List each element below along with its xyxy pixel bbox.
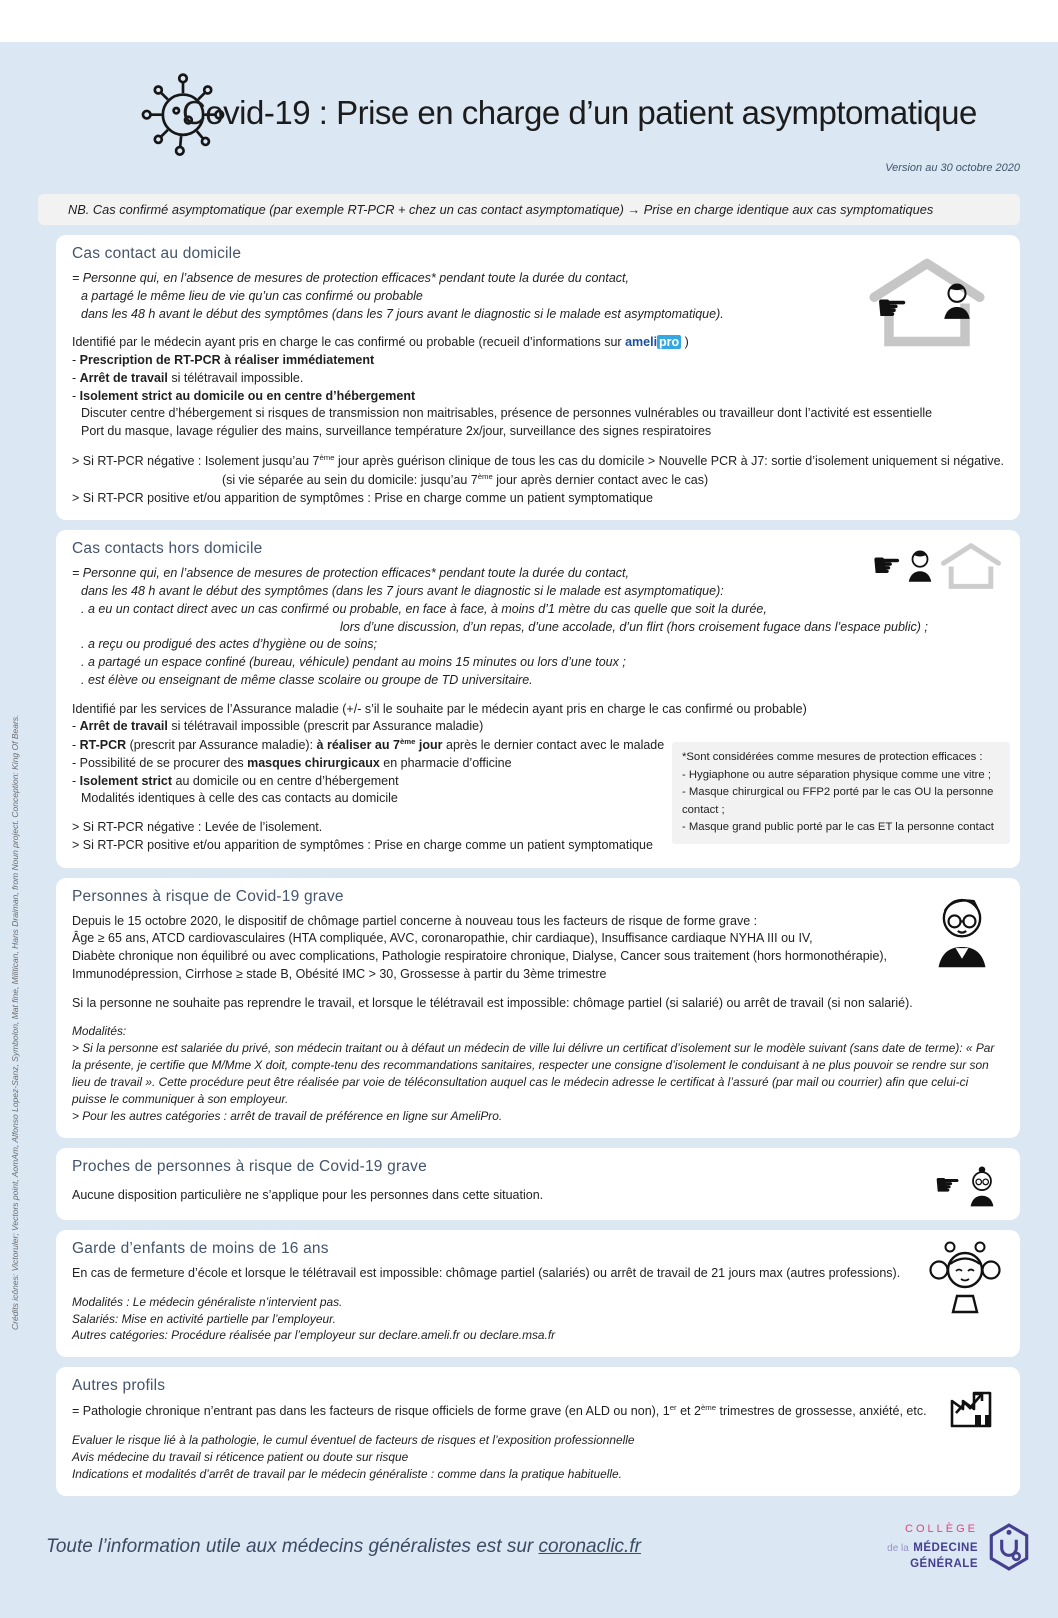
- text-segment: > Si RT-PCR positive et/ou apparition de symptômes : Prise en charge comme un patient symptomatique: [72, 837, 653, 852]
- text-segment: Discuter centre d’hébergement si risques de transmission non maitrisables, présence de personnes vulnérables ou travailleur dont l’activité est essentielle: [81, 406, 933, 421]
- text-line: [72, 471, 1004, 490]
- text-segment: . a partagé un espace confiné (bureau, véhicule) pendant au moins 15 minutes ou lors d’une toux ;: [81, 655, 626, 670]
- text-segment: > Si RT-PCR négative : Isolement jusqu’au 7: [72, 453, 320, 468]
- text-segment: > Si RT-PCR négative : Levée de l’isolement.: [72, 820, 323, 835]
- logo-line-dela: de la: [887, 1542, 909, 1554]
- text-segment: Prise en charge identique aux cas symptomatiques: [643, 202, 934, 217]
- text-segment: Identifié par les services de l’Assurance maladie (+/- s’il le souhaite par le médecin ayant pris en charge le cas confirmé ou probable): [72, 701, 807, 716]
- text-line: [72, 948, 1004, 966]
- text-line: [72, 718, 1004, 736]
- section-proches-personnes-a-risque: [56, 1148, 1020, 1220]
- text-segment: jour après dernier contact avec le cas): [492, 472, 709, 487]
- text-line: [72, 654, 1004, 672]
- text-segment: ème: [477, 471, 493, 481]
- text-line: [72, 452, 1004, 471]
- house-outline-icon: [852, 255, 1002, 350]
- text-segment: Prescription de RT-PCR à réaliser immédiatement: [79, 353, 375, 367]
- contact-outside-house-icon: [872, 540, 1004, 592]
- text-segment: NB. Cas confirmé asymptomatique (par exemple RT-PCR + chez un cas contact asymptomatique): [68, 202, 628, 217]
- text-segment: Indications et modalités d’arrêt de travail par le médecin généraliste : comme dans la pratique habituelle.: [72, 1467, 622, 1482]
- text-segment: = Personne qui, en l’absence de mesures de protection efficaces* pendant toute la durée du contact,: [72, 271, 629, 285]
- person-bust-icon: [905, 548, 935, 584]
- text-segment: ème: [399, 737, 416, 747]
- text-segment: Evaluer le risque lié à la pathologie, le cumul éventuel de facteurs de risques et l’exposition professionnelle: [72, 1433, 635, 1448]
- text-segment: (si vie séparée au sein du domicile: jusqu’au 7: [222, 472, 478, 487]
- text-segment: Salariés: Mise en activité partielle par l’employeur.: [72, 1311, 336, 1326]
- text-segment: Identifié par le médecin ayant pris en charge le cas confirmé ou probable (recueil d’informations sur: [72, 335, 626, 350]
- text-segment: Arrêt de travail: [79, 370, 168, 385]
- document-blue-band: [0, 42, 1058, 1618]
- section-body: [72, 913, 1004, 1125]
- text-segment: . a reçu ou prodigué des actes d’hygiène ou de soins;: [81, 637, 378, 652]
- text-segment: Port du masque, lavage régulier des mains, surveillance température 2x/jour, surveillance des signes respiratoires: [81, 424, 712, 438]
- text-segment: Isolement strict: [79, 773, 173, 788]
- text-line: [72, 1023, 1004, 1040]
- text-segment: -: [72, 738, 80, 753]
- text-segment: > Pour les autres catégories : arrêt de travail de préférence en ligne sur AmeliPro.: [72, 1109, 503, 1123]
- text-segment: *Sont considérées comme mesures de protection efficaces :: [682, 751, 983, 764]
- section-autres-profils: [56, 1367, 1020, 1496]
- text-segment: si télétravail impossible (prescrit par Assurance maladie): [167, 719, 484, 734]
- text-line: [72, 1108, 1004, 1125]
- section-body: [72, 1402, 1004, 1483]
- text-segment: . a eu un contact direct avec un cas confirmé ou probable, en face à face, à moins d’1 mètre du cas quelle que soit la durée,: [81, 601, 767, 616]
- logo-line-generale: GÉNÉRALE: [910, 1557, 978, 1570]
- text-line: [72, 701, 1004, 719]
- text-segment: Isolement strict au domicile ou en centre d’hébergement: [79, 388, 416, 403]
- section-title-autres-profils: Autres profils: [72, 1377, 166, 1395]
- nb-note-text: [68, 202, 933, 217]
- text-line: [72, 930, 1004, 948]
- text-segment: Âge ≥ 65 ans, ATCD cardiovasculaires (HTA compliquée, AVC, coronaropathie, chir cardiaque), Insuffisance cardiaque NYHA III ou IV,: [72, 931, 813, 946]
- text-segment: Arrêt de travail: [79, 719, 168, 734]
- text-segment: Avis médecine du travail si réticence patient ou doute sur risque: [72, 1450, 409, 1465]
- text-segment: →: [627, 202, 644, 217]
- text-line: [72, 1311, 1004, 1328]
- hand-pointing-elderly-icon: [934, 1164, 1000, 1208]
- section-title-cas-contacts-hors-domicile: Cas contacts hors domicile: [72, 540, 263, 558]
- text-segment: dans les 48 h avant le début des symptômes (dans les 7 jours avant le diagnostic si le malade est asymptomatique).: [81, 306, 724, 321]
- text-segment: > Si RT-PCR positive et/ou apparition de symptômes : Prise en charge comme un patient symptomatique: [72, 490, 653, 505]
- text-segment: masques chirurgicaux: [247, 755, 380, 770]
- text-line: [72, 565, 1004, 583]
- text-line: [72, 1402, 1004, 1421]
- text-segment: RT-PCR: [79, 738, 127, 753]
- text-line: [72, 913, 1004, 931]
- text-line: [72, 423, 1004, 441]
- text-line: [72, 1294, 1004, 1311]
- text-segment: Diabète chronique non équilibré ou avec complications, Pathologie respiratoire chronique, Dialyse, Cancer sous traitement (hors hormonothérapie),: [72, 949, 888, 964]
- text-segment: au domicile ou en centre d’hébergement: [172, 773, 399, 788]
- section-title-cas-contact-domicile: Cas contact au domicile: [72, 245, 242, 262]
- text-segment: dans les 48 h avant le début des symptômes (dans les 7 jours avant le diagnostic si le malade est asymptomatique):: [81, 584, 724, 599]
- section-garde-enfants: [56, 1230, 1020, 1357]
- section-body: [72, 1265, 1004, 1344]
- text-segment: jour après guérison clinique de tous les cas du domicile > Nouvelle PCR à J7: sortie d’isolement uniquement si négative.: [334, 453, 1005, 468]
- section-cas-contacts-hors-domicile: [56, 530, 1020, 867]
- text-segment: = Pathologie chronique n’entrant pas dans les facteurs de risque officiels de forme grave (en ALD ou non), 1: [72, 1404, 670, 1419]
- pointing-hand-icon: ☛: [871, 546, 902, 587]
- text-line: [72, 672, 1004, 690]
- text-segment: Autres catégories: Procédure réalisée par l’employeur sur declare.ameli.fr ou declare.msa.fr: [72, 1328, 556, 1343]
- text-line: [72, 1432, 1004, 1449]
- child-girl-icon: [928, 1238, 1002, 1316]
- text-segment: En cas de fermeture d’école et lorsque le télétravail est impossible: chômage partiel (salariés) ou arrêt de travail de 21 jours max (autres professions).: [72, 1265, 901, 1280]
- text-segment: lors d’une discussion, d’un repas, d’une accolade, d’un flirt (hors croisement fugace dans l’espace public) ;: [340, 619, 928, 634]
- section-personnes-a-risque: [56, 878, 1020, 1138]
- text-line: [72, 995, 1004, 1013]
- text-segment: = Personne qui, en l’absence de mesures de protection efficaces* pendant toute la durée du contact,: [72, 566, 629, 581]
- text-segment: Modalités identiques à celle des cas contacts au domicile: [81, 791, 398, 806]
- text-segment: ème: [700, 1403, 717, 1413]
- text-line: [72, 619, 1004, 637]
- text-line: [72, 1327, 1004, 1344]
- logo-line-college: COLLÈGE: [905, 1522, 978, 1535]
- text-line: [72, 1466, 1004, 1483]
- footer-info-text: [46, 1536, 641, 1558]
- header: [0, 42, 1058, 188]
- page-title: Covid-19 : Prise en charge d’un patient asymptomatique: [182, 94, 977, 131]
- amelipro-link[interactable]: pro: [659, 335, 680, 350]
- text-line: [72, 352, 1004, 370]
- text-segment: . est élève ou enseignant de même classe scolaire ou groupe de TD universitaire.: [81, 672, 533, 687]
- text-segment: en pharmacie d’officine: [379, 755, 512, 770]
- text-line: [682, 749, 1000, 767]
- text-segment: et 2: [676, 1404, 701, 1419]
- text-segment: -: [72, 353, 80, 367]
- text-line: [72, 370, 1004, 388]
- text-segment: Modalités:: [72, 1024, 127, 1039]
- section-cas-contact-domicile: [56, 235, 1020, 520]
- elderly-man-icon: [930, 892, 994, 970]
- text-segment: Si la personne ne souhaite pas reprendre le travail, et lorsque le télétravail est impossible: chômage partiel (si salarié) ou arrêt de travail (si non salarié).: [72, 995, 913, 1010]
- nb-note: [38, 194, 1020, 225]
- text-segment: Toute l’information utile aux médecins généralistes est sur: [46, 1536, 539, 1557]
- footer: [0, 1506, 1058, 1572]
- text-line: [72, 1040, 1004, 1108]
- pointing-hand-icon: ☛: [876, 288, 909, 329]
- text-line: [72, 636, 1004, 654]
- text-segment: -: [72, 370, 80, 385]
- text-segment: - Hygiaphone ou autre séparation physique comme une vitre ;: [682, 768, 991, 781]
- text-line: [72, 490, 1004, 508]
- section-title-proches: Proches de personnes à risque de Covid-19 grave: [72, 1157, 427, 1175]
- section-title-garde-enfants: Garde d’enfants de moins de 16 ans: [72, 1239, 329, 1257]
- text-segment: ): [681, 335, 689, 350]
- text-segment: si télétravail impossible.: [167, 370, 304, 385]
- text-segment: Aucune disposition particulière ne s’applique pour les personnes dans cette situation.: [72, 1187, 544, 1202]
- credits-vertical-text: Crédits icônes: Victoruler; Vectors point, AomAm, Alfonso Lopez-Sanz, Symbolon, Mat fine, Militican, Hans Draiman, from Noun project. Conception: King Of Bears.: [10, 714, 20, 1330]
- text-segment: > Si la personne est salariée du privé, son médecin traitant ou à défaut un médecin de ville lui délivre un certificat d’isolement sur le modèle suivant (sans date de terme): « Par la présente, je certifie que M/Mme X doit, compte-tenu des recommandations sanitaires, respecter une consigne d’isolement le conduisant à ne plus pouvoir se rendre sur son lieu de travail ». Cette procédure peut être réalisée par voie de téléconsultation auquel cas le médecin adresse le certificat à l’assuré (par mail ou courrier) afin que celui-ci puisse le communiquer à son employeur.: [72, 1041, 995, 1107]
- house-outline-icon: [938, 540, 1004, 592]
- coronaclic-link[interactable]: coronaclic.fr: [538, 1536, 641, 1557]
- text-line: [72, 1187, 1004, 1205]
- factory-chart-icon: [944, 1377, 998, 1435]
- text-line: [72, 1265, 1004, 1283]
- house-with-contact-icon: [852, 255, 1002, 350]
- text-segment: Modalités : Le médecin généraliste n’intervient pas.: [72, 1294, 343, 1309]
- text-segment: -: [72, 719, 80, 734]
- logo-line-medecine: MÉDECINE: [913, 1541, 978, 1554]
- text-segment: (prescrit par Assurance maladie):: [126, 738, 317, 753]
- text-line: [72, 388, 1004, 406]
- protection-measures-note: [672, 742, 1010, 844]
- text-line: [682, 767, 1000, 785]
- section-title-personnes-a-risque: Personnes à risque de Covid-19 grave: [72, 887, 344, 905]
- text-line: [72, 1449, 1004, 1466]
- text-segment: er: [669, 1403, 677, 1413]
- version-label: Version au 30 octobre 2020: [885, 162, 1020, 174]
- college-medecine-generale-logo: [887, 1522, 1032, 1572]
- text-segment: à réaliser au 7: [316, 738, 400, 753]
- text-line: [72, 966, 1004, 984]
- text-segment: - Masque chirurgical ou FFP2 porté par le cas OU la personne contact ;: [682, 786, 994, 816]
- elderly-person-icon: [964, 1164, 1000, 1208]
- text-segment: Immunodépression, Cirrhose ≥ stade B, Obésité IMC > 30, Grossesse à partir du 3ème trimestre: [72, 966, 607, 981]
- text-segment: après le dernier contact avec le malade: [442, 738, 665, 753]
- text-segment: ème: [319, 452, 335, 462]
- document-page: [0, 42, 1058, 1618]
- text-line: [72, 405, 1004, 423]
- text-segment: jour: [415, 738, 443, 753]
- logo-text: [887, 1523, 978, 1571]
- text-segment: Depuis le 15 octobre 2020, le dispositif de chômage partiel concerne à nouveau tous les facteurs de risque de forme grave :: [72, 913, 758, 928]
- text-line: [682, 819, 1000, 837]
- text-segment: -: [72, 773, 80, 788]
- text-segment: -: [72, 388, 80, 403]
- text-segment: trimestres de grossesse, anxiété, etc.: [716, 1404, 927, 1419]
- text-segment: a partagé le même lieu de vie qu’un cas confirmé ou probable: [81, 288, 423, 303]
- text-segment: - Masque grand public porté par le cas ET la personne contact: [682, 821, 994, 834]
- text-line: [72, 583, 1004, 601]
- person-bust-icon: [940, 281, 974, 321]
- text-segment: - Possibilité de se procurer des: [72, 755, 248, 770]
- text-line: [682, 784, 1000, 819]
- section-body: [72, 1187, 1004, 1205]
- pointing-hand-icon: ☛: [934, 1167, 961, 1203]
- text-line: [72, 601, 1004, 619]
- amelipro-link[interactable]: ameli: [625, 335, 658, 350]
- hexagon-stethoscope-icon: [986, 1522, 1032, 1572]
